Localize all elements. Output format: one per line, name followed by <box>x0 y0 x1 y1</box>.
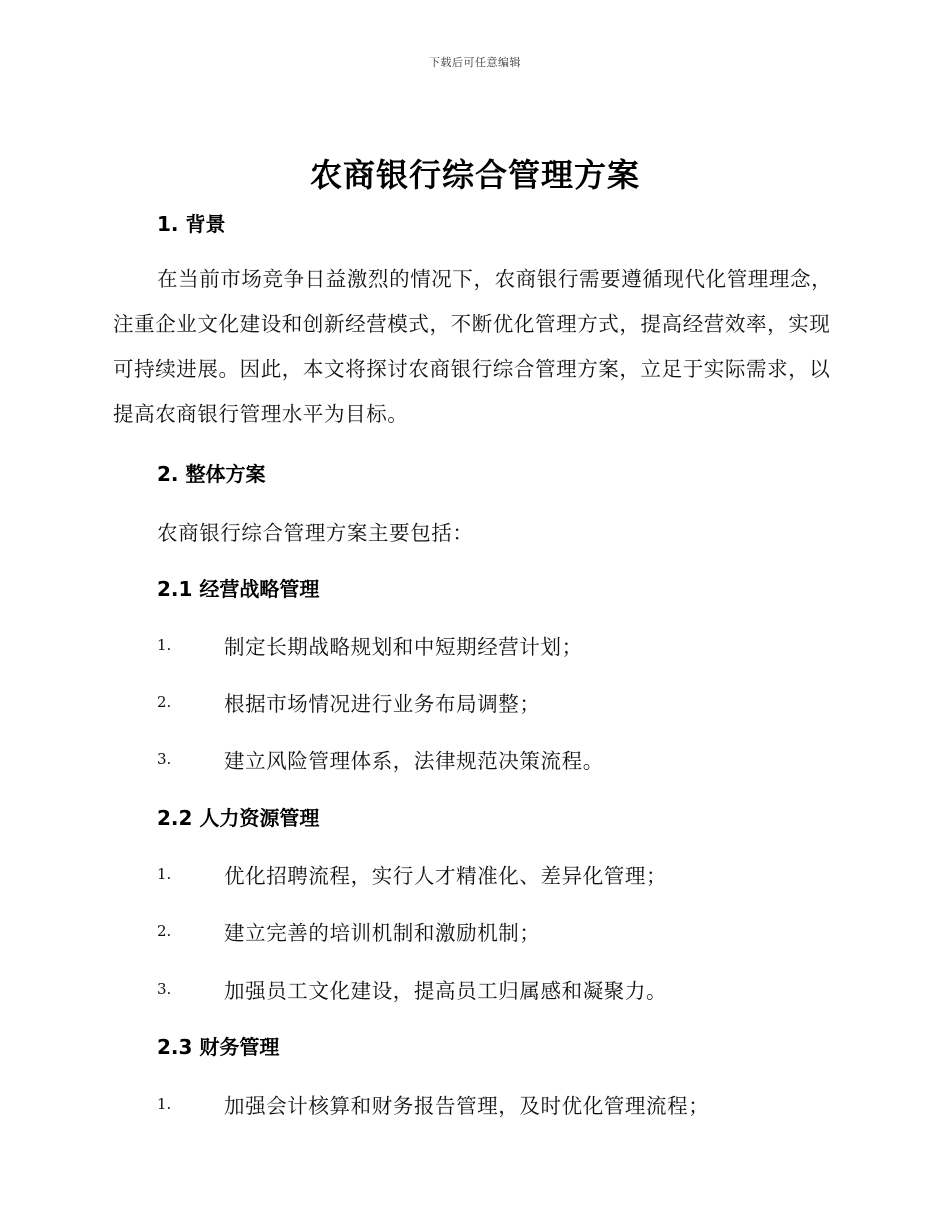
list-item <box>0 744 950 774</box>
list-number: 3. <box>157 980 172 998</box>
list-text: 优化招聘流程，实行人才精准化、差异化管理； <box>224 864 668 888</box>
subsection-heading-strategy: 2.1 经营战略管理 <box>157 577 320 601</box>
list-item <box>0 687 950 717</box>
list-number: 3. <box>157 750 172 768</box>
list-number: 2. <box>157 922 172 940</box>
list-item <box>0 859 950 889</box>
overall-plan-intro: 农商银行综合管理方案主要包括： <box>157 521 474 545</box>
list-text: 加强会计核算和财务报告管理，及时优化管理流程； <box>224 1094 710 1118</box>
list-item <box>0 974 950 1004</box>
section-heading-background: 1. 背景 <box>157 212 226 236</box>
subsection-heading-finance: 2.3 财务管理 <box>157 1035 280 1059</box>
background-paragraph: 在当前市场竞争日益激烈的情况下，农商银行需要遵循现代化管理理念，注重企业文化建设和创新经营模式，不断优化管理方式，提高经营效率，实现可持续进展。因此，本文将探讨农商银行综合管理方案，立足于实际需求，以提高农商银行管理水平为目标。 <box>113 267 833 426</box>
section-heading-overall-plan: 2. 整体方案 <box>157 462 266 486</box>
subsection-heading-hr: 2.2 人力资源管理 <box>157 806 320 830</box>
list-item <box>0 630 950 660</box>
list-number: 1. <box>157 636 172 654</box>
document-title: 农商银行综合管理方案 <box>309 156 640 194</box>
list-number: 1. <box>157 1095 172 1113</box>
header-note: 下载后可任意编辑 <box>429 56 521 69</box>
list-text: 加强员工文化建设，提高员工归属感和凝聚力。 <box>224 979 668 1003</box>
list-item <box>0 916 950 946</box>
list-number: 2. <box>157 693 172 711</box>
list-text: 制定长期战略规划和中短期经营计划； <box>224 635 583 659</box>
list-text: 建立完善的培训机制和激励机制； <box>224 921 541 945</box>
list-text: 建立风险管理体系，法律规范决策流程。 <box>224 749 604 773</box>
list-item <box>0 1089 950 1119</box>
list-text: 根据市场情况进行业务布局调整； <box>224 692 541 716</box>
list-number: 1. <box>157 865 172 883</box>
